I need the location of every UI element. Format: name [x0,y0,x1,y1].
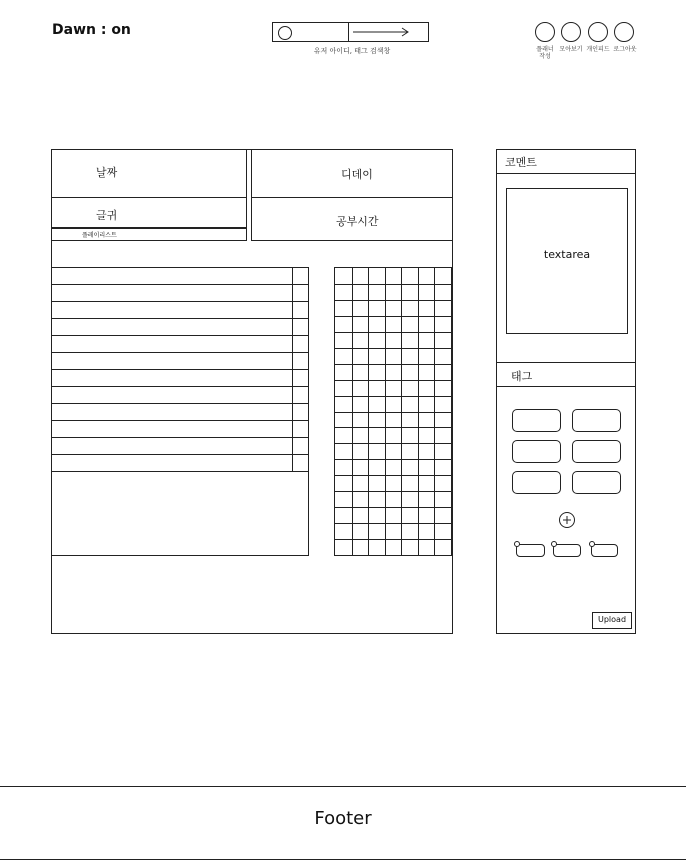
tag-button[interactable] [512,409,561,432]
todo-row[interactable] [52,301,308,302]
quote-box[interactable] [51,197,247,228]
playlist-box[interactable] [51,228,247,241]
tag-button[interactable] [512,440,561,463]
todo-row[interactable] [52,335,308,336]
tag-chip[interactable] [591,544,618,557]
nav-logout-icon[interactable] [614,22,634,42]
todo-row[interactable] [52,318,308,319]
tag-button[interactable] [512,471,561,494]
tag-chip[interactable] [553,544,581,557]
tag-chip-remove-icon[interactable] [589,541,595,547]
todo-row[interactable] [52,471,308,472]
nav-collection-label[interactable]: 모아보기 [559,46,583,53]
playlist-label: 플레이리스트 [82,232,117,239]
search-caption: 유저 아이디, 태그 검색창 [313,47,391,55]
search-divider [348,23,349,41]
comment-textarea[interactable] [506,188,628,334]
todo-row[interactable] [52,352,308,353]
tag-chip-remove-icon[interactable] [551,541,557,547]
nav-logout-label[interactable]: 로그아웃 [613,46,637,53]
textarea-placeholder: textarea [543,248,591,261]
app-logo[interactable]: Dawn : on [52,22,131,38]
tag-button[interactable] [572,409,621,432]
dday-label: 디데이 [341,168,373,181]
todo-row[interactable] [52,284,308,285]
time-grid-column[interactable] [401,268,402,555]
tag-chip[interactable] [516,544,545,557]
comment-header [496,149,636,174]
todo-row[interactable] [52,420,308,421]
upload-button[interactable]: Upload [592,612,632,629]
date-box[interactable] [51,149,247,198]
search-bar[interactable] [272,22,429,42]
footer-label: Footer [314,808,372,829]
nav-planner-write-label[interactable]: 플래너 작성 [536,46,554,60]
comment-title: 코멘트 [505,156,537,169]
time-grid-column[interactable] [385,268,386,555]
time-grid-column[interactable] [418,268,419,555]
tag-chip-remove-icon[interactable] [514,541,520,547]
nav-collection-icon[interactable] [561,22,581,42]
todo-list [51,267,309,556]
tag-button[interactable] [572,440,621,463]
dday-box[interactable] [251,149,453,198]
nav-personal-feed-label[interactable]: 개인피드 [586,46,610,53]
nav-planner-write-icon[interactable] [535,22,555,42]
tag-title: 태그 [511,370,533,383]
time-grid-column[interactable] [434,268,435,555]
study-time-box[interactable] [251,197,453,241]
arrow-right-icon[interactable] [353,27,427,37]
todo-row[interactable] [52,403,308,404]
todo-check-column-divider [292,268,293,472]
search-icon [278,26,292,40]
todo-row[interactable] [52,386,308,387]
tag-header [496,362,636,387]
todo-row[interactable] [52,454,308,455]
footer-top-divider [0,786,686,787]
date-label: 날짜 [96,166,118,179]
time-grid-column[interactable] [352,268,353,555]
time-grid-column[interactable] [368,268,369,555]
nav-personal-feed-icon[interactable] [588,22,608,42]
footer-bottom-divider [0,859,686,860]
tag-button[interactable] [572,471,621,494]
todo-row[interactable] [52,369,308,370]
study-time-label: 공부시간 [336,215,379,228]
quote-label: 글귀 [96,209,118,222]
time-grid [334,267,452,556]
todo-row[interactable] [52,437,308,438]
add-tag-icon[interactable] [558,511,576,529]
